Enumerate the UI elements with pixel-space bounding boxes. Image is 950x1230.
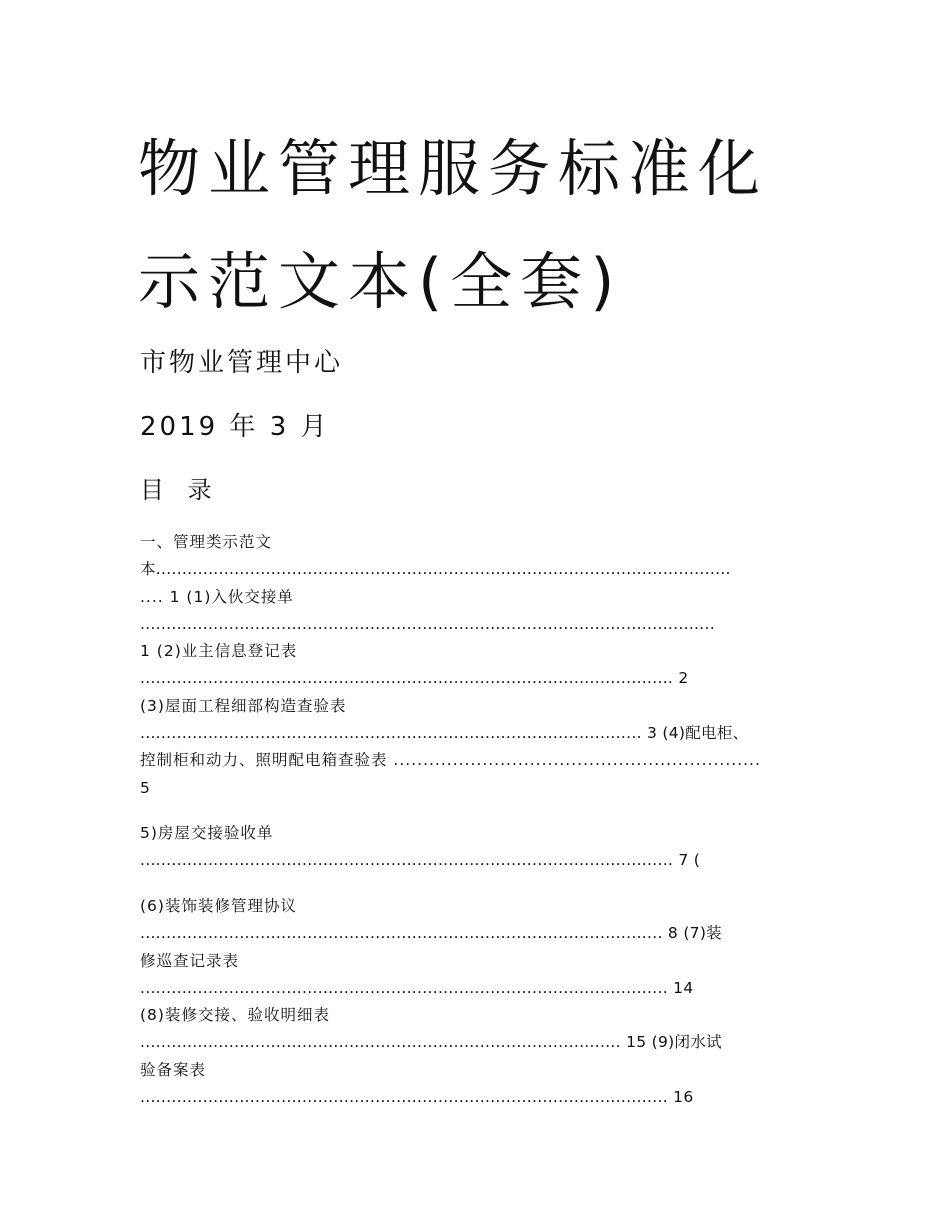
- toc-line: 1 (2)业主信息登记表: [140, 642, 298, 661]
- toc-line: ................................................................................................ 3 (4)配电柜、: [140, 724, 749, 743]
- document-title-line-2: 示范文本(全套): [138, 245, 623, 318]
- toc-line: 控制柜和动力、照明配电箱查验表 ..............................................................: [140, 751, 761, 770]
- organization-name: 市物业管理中心: [140, 348, 344, 378]
- toc-heading: 目 录: [140, 476, 220, 504]
- toc-line: 5)房屋交接验收单: [140, 824, 274, 843]
- toc-line: 验备案表: [140, 1060, 207, 1079]
- toc-line: (6)装饰装修管理协议: [140, 896, 297, 915]
- document-date: 2019 年 3 月: [140, 412, 330, 442]
- document-title-line-1: 物业管理服务标准化: [138, 132, 769, 205]
- toc-line: ..................................................................................................... 14: [140, 978, 694, 997]
- toc-line: .................................................................................................... 8 (7)装: [140, 924, 722, 943]
- toc-line: 本..............................................................................................................: [140, 560, 731, 579]
- toc-line: ..................................................................................................... 16: [140, 1088, 694, 1107]
- toc-line: .... 1 (1)入伙交接单: [140, 587, 294, 606]
- toc-line: 修巡查记录表: [140, 951, 240, 970]
- toc-line: (3)屋面工程细部构造查验表: [140, 696, 347, 715]
- toc-line: 5: [140, 778, 151, 797]
- toc-line: ............................................................................................ 15 (9)闭水试: [140, 1033, 722, 1052]
- toc-line: (8)装修交接、验收明细表: [140, 1006, 330, 1025]
- toc-line: 一、管理类示范文: [140, 533, 273, 551]
- table-of-contents: [140, 532, 815, 1114]
- toc-line: ...................................................................................................... 2: [140, 669, 689, 688]
- toc-line: ...................................................................................................... 7 (: [140, 851, 701, 870]
- toc-line: ..............................................................................................................: [140, 614, 715, 633]
